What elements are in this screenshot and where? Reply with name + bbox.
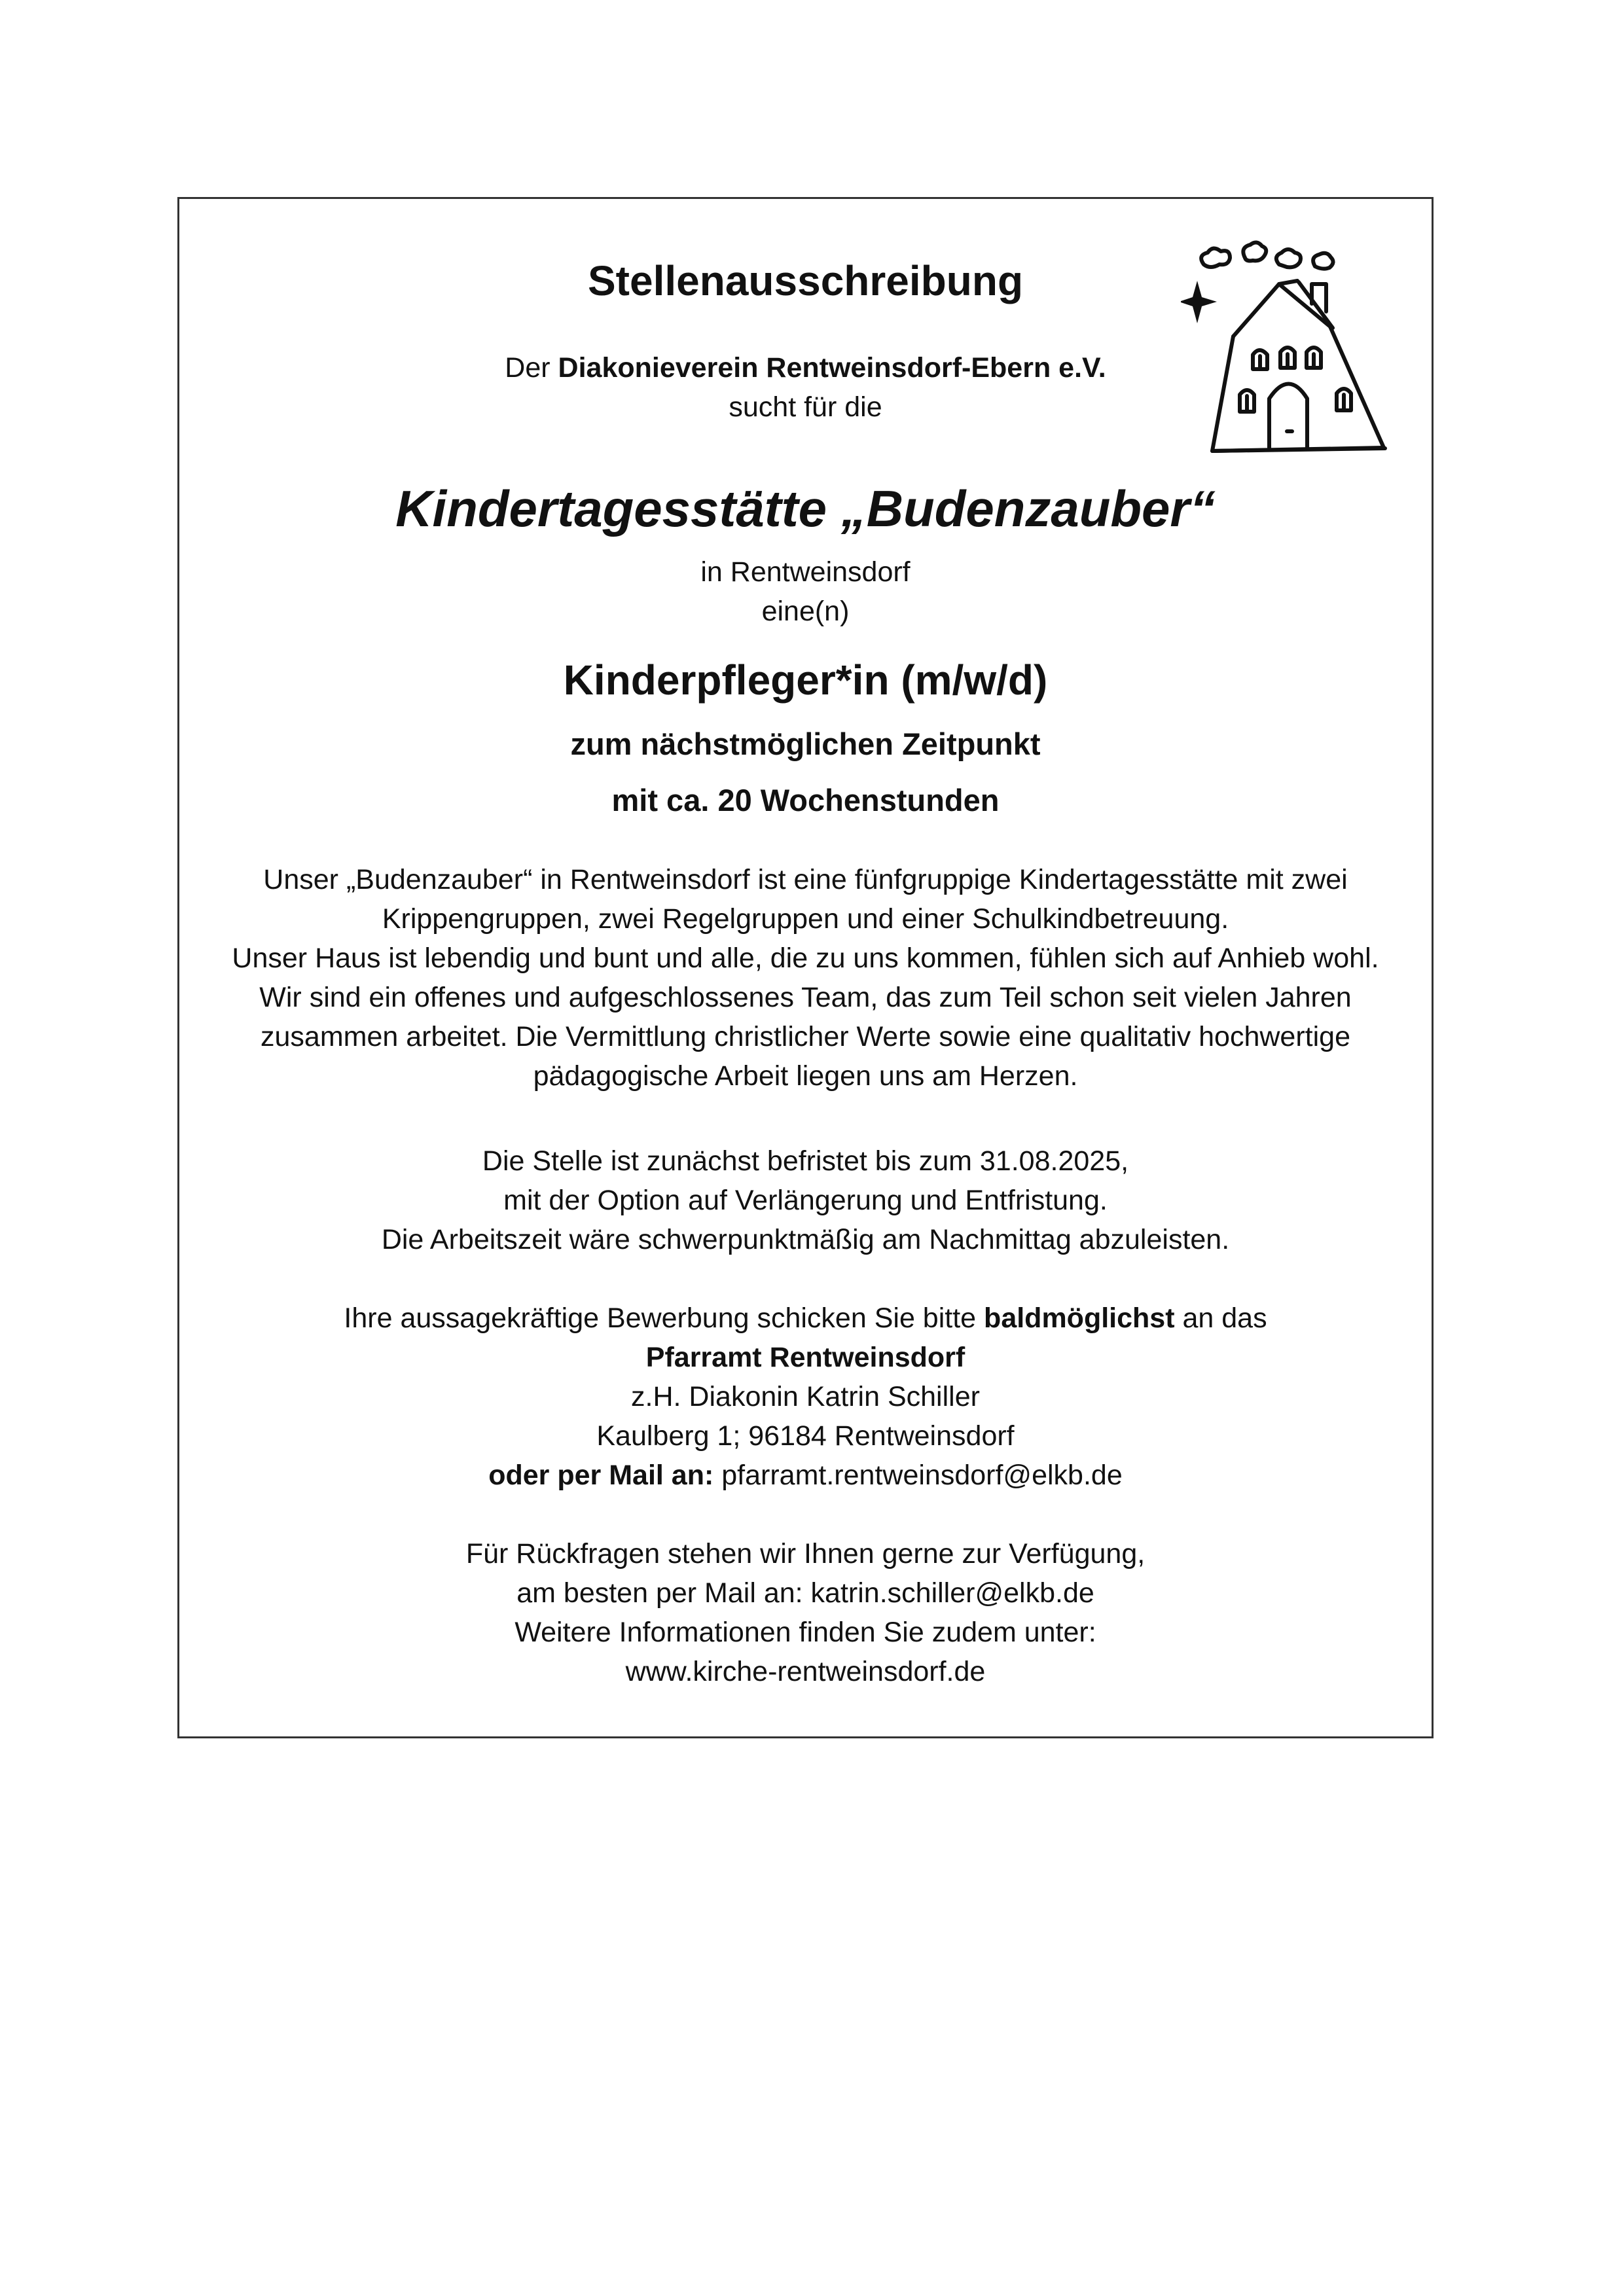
facility-location-block [179, 552, 1432, 631]
terms-paragraph [179, 1141, 1432, 1259]
intro-line-1 [179, 348, 1432, 387]
terms-line: Die Arbeitszeit wäre schwerpunktmäßig am Nachmittag abzuleisten. [381, 1224, 1230, 1255]
page-title: Stellenausschreibung [587, 257, 1024, 304]
position-title: Kinderpfleger*in (m/w/d) [563, 656, 1048, 704]
website-link[interactable]: www.kirche-rentweinsdorf.de [625, 1656, 986, 1687]
application-email-link[interactable]: pfarramt.rentweinsdorf@elkb.de [721, 1460, 1123, 1491]
organization-name: Diakonieverein Rentweinsdorf-Ebern e.V. [558, 352, 1106, 384]
intro-line-2: sucht für die [729, 391, 882, 423]
contact-line-2: am besten per Mail an: katrin.schiller@elkb.de [516, 1577, 1094, 1609]
job-posting-frame [177, 197, 1434, 1738]
description-line: Wir sind ein offenes und aufgeschlossenes Team, das zum Teil schon seit vielen Jahren [259, 982, 1352, 1013]
mail-label: oder per Mail an: [488, 1460, 714, 1491]
facility-location: in Rentweinsdorf [700, 556, 911, 588]
position-details [179, 716, 1432, 829]
position-article: eine(n) [761, 596, 850, 627]
recipient-attention: z.H. Diakonin Katrin Schiller [631, 1381, 980, 1412]
facility-name: Kindertagesstätte „Budenzauber“ [395, 480, 1216, 537]
application-intro-suffix: an das [1182, 1302, 1267, 1334]
contact-block [179, 1534, 1432, 1691]
contact-line-3: Weitere Informationen finden Sie zudem unter: [514, 1617, 1096, 1648]
contact-line-1: Für Rückfragen stehen wir Ihnen gerne zur Verfügung, [465, 1538, 1146, 1570]
application-deadline: baldmöglichst [984, 1302, 1175, 1334]
description-line: zusammen arbeitet. Die Vermittlung christlicher Werte sowie eine qualitativ hochwertige [260, 1021, 1350, 1052]
description-line: pädagogische Arbeit liegen uns am Herzen. [533, 1060, 1078, 1092]
position-start: zum nächstmöglichen Zeitpunkt [570, 726, 1041, 761]
description-line: Unser Haus ist lebendig und bunt und alle, die zu uns kommen, fühlen sich auf Anhieb wohl. [232, 942, 1379, 974]
application-block [179, 1299, 1432, 1495]
terms-line: Die Stelle ist zunächst befristet bis zum 31.08.2025, [482, 1145, 1129, 1177]
application-intro-text: Ihre aussagekräftige Bewerbung schicken Sie bitte [344, 1302, 977, 1334]
description-line: Krippengruppen, zwei Regelgruppen und einer Schulkindbetreuung. [382, 903, 1229, 935]
intro-block [179, 348, 1432, 427]
intro-prefix: Der [505, 352, 550, 384]
mail-line [179, 1456, 1432, 1495]
description-line: Unser „Budenzauber“ in Rentweinsdorf ist eine fünfgruppige Kindertagesstätte mit zwei [263, 864, 1348, 895]
application-intro [179, 1299, 1432, 1338]
recipient-address: Kaulberg 1; 96184 Rentweinsdorf [596, 1420, 1015, 1452]
position-hours: mit ca. 20 Wochenstunden [611, 783, 1000, 817]
description-paragraph [179, 860, 1432, 1096]
recipient-line [179, 1338, 1432, 1377]
recipient-name: Pfarramt Rentweinsdorf [645, 1342, 965, 1373]
terms-line: mit der Option auf Verlängerung und Entfristung. [503, 1185, 1108, 1216]
